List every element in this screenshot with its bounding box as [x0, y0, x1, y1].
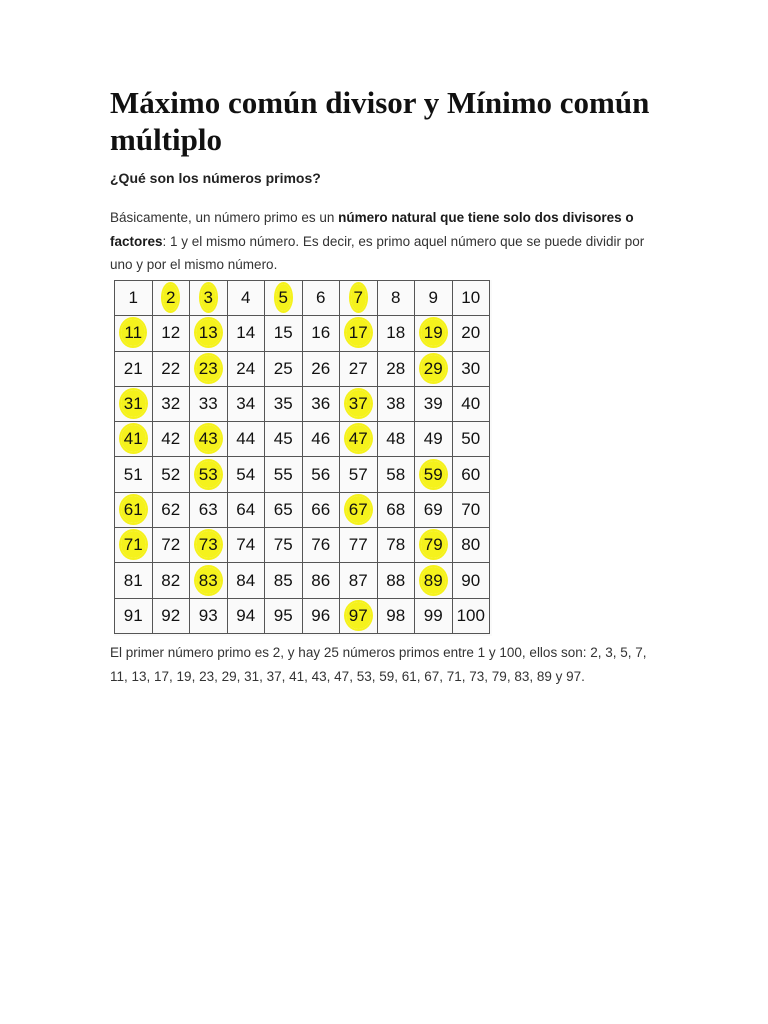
grid-cell-prime: [190, 457, 228, 492]
grid-row: [115, 528, 490, 563]
grid-cell-number: 10: [461, 288, 481, 308]
grid-cell-number: 63: [198, 499, 218, 519]
grid-cell: [377, 422, 415, 457]
grid-cell-number: 18: [386, 323, 406, 343]
grid-row: [115, 598, 490, 633]
grid-cell: [377, 386, 415, 421]
grid-cell-number: 98: [386, 605, 406, 625]
grid-cell-number: 86: [311, 570, 331, 590]
grid-cell-number: 79: [421, 531, 446, 558]
grid-cell-prime: [340, 316, 378, 351]
grid-cell-number: 50: [461, 429, 481, 449]
grid-cell-prime: [190, 316, 228, 351]
grid-cell-prime: [190, 528, 228, 563]
grid-cell-number: 70: [461, 499, 481, 519]
grid-cell: [302, 351, 340, 386]
grid-cell-prime: [115, 422, 153, 457]
grid-cell: [265, 351, 303, 386]
grid-cell: [377, 281, 415, 316]
grid-cell-prime: [415, 563, 453, 598]
grid-cell-prime: [415, 528, 453, 563]
grid-cell: [152, 422, 190, 457]
grid-cell: [227, 351, 265, 386]
section-subheading: ¿Qué son los números primos?: [110, 170, 321, 186]
grid-cell: [415, 386, 453, 421]
grid-cell-prime: [340, 492, 378, 527]
grid-cell-number: 83: [196, 567, 221, 594]
grid-cell: [415, 598, 453, 633]
grid-cell: [227, 422, 265, 457]
grid-cell-prime: [115, 492, 153, 527]
grid-cell-number: 65: [273, 499, 293, 519]
grid-cell-number: 82: [161, 570, 181, 590]
grid-cell-number: 8: [391, 288, 401, 308]
grid-cell-number: 90: [461, 570, 481, 590]
grid-cell-number: 57: [348, 464, 368, 484]
grid-cell: [265, 563, 303, 598]
grid-cell-prime: [415, 457, 453, 492]
grid-cell-number: 36: [311, 394, 331, 414]
grid-cell: [265, 457, 303, 492]
grid-cell-number: 15: [273, 323, 293, 343]
grid-cell: [265, 492, 303, 527]
grid-cell: [152, 598, 190, 633]
grid-cell: [377, 563, 415, 598]
grid-cell: [190, 492, 228, 527]
grid-cell-number: 49: [423, 429, 443, 449]
grid-cell-number: 52: [161, 464, 181, 484]
grid-cell: [302, 316, 340, 351]
grid-cell-number: 13: [196, 319, 221, 346]
grid-cell-number: 67: [346, 496, 371, 523]
grid-cell: [227, 386, 265, 421]
grid-cell: [115, 598, 153, 633]
grid-cell-number: 96: [311, 605, 331, 625]
grid-row: [115, 351, 490, 386]
grid-cell: [265, 598, 303, 633]
grid-row: [115, 563, 490, 598]
grid-cell-prime: [190, 351, 228, 386]
grid-cell-number: 84: [236, 570, 256, 590]
grid-cell: [152, 492, 190, 527]
grid-cell: [227, 598, 265, 633]
grid-cell-number: 29: [421, 355, 446, 382]
grid-cell-number: 40: [461, 394, 481, 414]
grid-cell: [452, 316, 490, 351]
grid-cell: [377, 492, 415, 527]
grid-cell: [227, 281, 265, 316]
grid-cell: [452, 457, 490, 492]
grid-cell-number: 62: [161, 499, 181, 519]
grid-cell: [377, 351, 415, 386]
grid-cell: [265, 528, 303, 563]
grid-cell: [302, 492, 340, 527]
grid-cell-number: 66: [311, 499, 331, 519]
grid-cell-number: 81: [123, 570, 143, 590]
grid-cell: [302, 386, 340, 421]
grid-cell-number: 80: [461, 535, 481, 555]
grid-cell-prime: [265, 281, 303, 316]
grid-cell: [302, 528, 340, 563]
grid-cell: [377, 316, 415, 351]
grid-cell-number: 9: [428, 288, 438, 308]
grid-cell: [415, 492, 453, 527]
grid-cell-number: 53: [196, 461, 221, 488]
grid-cell-prime: [340, 598, 378, 633]
grid-cell: [452, 492, 490, 527]
grid-cell: [452, 528, 490, 563]
grid-cell-prime: [190, 563, 228, 598]
grid-cell-number: 2: [163, 284, 178, 311]
grid-cell: [265, 422, 303, 457]
grid-cell: [302, 563, 340, 598]
grid-cell-number: 92: [161, 605, 181, 625]
grid-cell-prime: [415, 351, 453, 386]
grid-cell-number: 5: [276, 284, 291, 311]
grid-cell-number: 32: [161, 394, 181, 414]
page-title: Máximo común divisor y Mínimo común múltiplo: [110, 85, 650, 157]
grid-cell-number: 33: [198, 394, 218, 414]
grid-cell: [452, 351, 490, 386]
grid-cell-number: 38: [386, 394, 406, 414]
grid-cell-number: 12: [161, 323, 181, 343]
grid-cell-number: 91: [123, 605, 143, 625]
grid-cell: [152, 316, 190, 351]
grid-cell-number: 88: [386, 570, 406, 590]
grid-cell-number: 55: [273, 464, 293, 484]
grid-cell: [227, 457, 265, 492]
grid-cell-number: 94: [236, 605, 256, 625]
grid-cell-number: 37: [346, 390, 371, 417]
grid-cell: [265, 386, 303, 421]
intro-bold-definition: número natural que tiene solo dos divisores o factores: [110, 210, 634, 249]
grid-cell-number: 95: [273, 605, 293, 625]
grid-cell-number: 6: [316, 288, 326, 308]
grid-cell: [377, 457, 415, 492]
grid-cell-number: 93: [198, 605, 218, 625]
grid-cell-number: 31: [121, 390, 146, 417]
grid-cell-number: 1: [128, 288, 138, 308]
grid-cell: [115, 563, 153, 598]
grid-cell-number: 48: [386, 429, 406, 449]
grid-cell: [340, 528, 378, 563]
grid-cell: [152, 528, 190, 563]
grid-cell-number: 77: [348, 535, 368, 555]
intro-text-before: Básicamente, un número primo es un: [110, 210, 339, 225]
grid-cell-number: 59: [421, 461, 446, 488]
prime-number-grid-image: [114, 280, 492, 636]
grid-cell-number: 43: [196, 425, 221, 452]
grid-cell-number: 24: [236, 358, 256, 378]
grid-cell: [452, 386, 490, 421]
grid-cell-number: 39: [423, 394, 443, 414]
grid-row: [115, 316, 490, 351]
grid-cell-number: 74: [236, 535, 256, 555]
grid-cell-number: 64: [236, 499, 256, 519]
grid-cell: [340, 563, 378, 598]
grid-cell-prime: [115, 386, 153, 421]
grid-cell: [377, 598, 415, 633]
grid-cell: [190, 598, 228, 633]
grid-cell-number: 71: [121, 531, 146, 558]
grid-cell-number: 34: [236, 394, 256, 414]
grid-cell-prime: [340, 422, 378, 457]
grid-cell-number: 14: [236, 323, 256, 343]
grid-cell: [415, 281, 453, 316]
grid-cell: [115, 351, 153, 386]
grid-cell-number: 22: [161, 358, 181, 378]
grid-cell-number: 61: [121, 496, 146, 523]
grid-cell-number: 3: [201, 284, 216, 311]
grid-cell-number: 56: [311, 464, 331, 484]
grid-cell-number: 27: [348, 358, 368, 378]
grid-cell-number: 41: [121, 425, 146, 452]
grid-cell-number: 60: [461, 464, 481, 484]
grid-row: [115, 281, 490, 316]
grid-cell-number: 20: [461, 323, 481, 343]
grid-cell-number: 51: [123, 464, 143, 484]
grid-cell: [227, 316, 265, 351]
grid-row: [115, 457, 490, 492]
grid-cell-number: 72: [161, 535, 181, 555]
grid-cell-number: 58: [386, 464, 406, 484]
grid-cell: [452, 422, 490, 457]
grid-cell-prime: [152, 281, 190, 316]
grid-cell: [152, 563, 190, 598]
grid-cell-number: 75: [273, 535, 293, 555]
grid-cell-prime: [190, 281, 228, 316]
grid-cell-number: 87: [348, 570, 368, 590]
grid-cell-number: 17: [346, 319, 371, 346]
grid-cell-prime: [340, 281, 378, 316]
grid-cell-number: 42: [161, 429, 181, 449]
grid-cell-number: 30: [461, 358, 481, 378]
grid-cell-number: 35: [273, 394, 293, 414]
grid-cell-number: 25: [273, 358, 293, 378]
grid-row: [115, 386, 490, 421]
grid-cell-number: 4: [241, 288, 251, 308]
grid-cell-prime: [415, 316, 453, 351]
grid-row: [115, 422, 490, 457]
grid-cell-number: 19: [421, 319, 446, 346]
grid-cell: [302, 422, 340, 457]
grid-cell: [302, 457, 340, 492]
grid-cell-number: 78: [386, 535, 406, 555]
grid-cell: [340, 351, 378, 386]
grid-cell-number: 47: [346, 425, 371, 452]
grid-cell-number: 44: [236, 429, 256, 449]
grid-cell: [265, 316, 303, 351]
grid-cell: [227, 528, 265, 563]
grid-cell-prime: [190, 422, 228, 457]
grid-cell: [115, 281, 153, 316]
grid-cell-number: 23: [196, 355, 221, 382]
grid-cell: [302, 281, 340, 316]
hundred-number-grid: [114, 280, 490, 634]
grid-cell: [227, 563, 265, 598]
grid-cell: [377, 528, 415, 563]
grid-cell-prime: [340, 386, 378, 421]
grid-cell-number: 73: [196, 531, 221, 558]
grid-cell-number: 76: [311, 535, 331, 555]
grid-cell: [152, 457, 190, 492]
grid-cell: [452, 563, 490, 598]
grid-cell: [452, 598, 490, 633]
grid-cell-number: 68: [386, 499, 406, 519]
grid-cell: [340, 457, 378, 492]
grid-cell: [115, 457, 153, 492]
grid-cell-number: 28: [386, 358, 406, 378]
grid-cell-number: 21: [123, 358, 143, 378]
grid-cell-number: 97: [346, 602, 371, 629]
grid-cell-number: 45: [273, 429, 293, 449]
grid-cell: [415, 422, 453, 457]
grid-cell-number: 46: [311, 429, 331, 449]
grid-cell-number: 54: [236, 464, 256, 484]
grid-cell-prime: [115, 528, 153, 563]
grid-cell-number: 16: [311, 323, 331, 343]
grid-cell-number: 7: [351, 284, 366, 311]
grid-cell-number: 100: [456, 605, 485, 625]
grid-cell: [302, 598, 340, 633]
grid-cell: [227, 492, 265, 527]
grid-cell: [190, 386, 228, 421]
intro-paragraph: [110, 206, 662, 277]
grid-cell-prime: [115, 316, 153, 351]
conclusion-paragraph: El primer número primo es 2, y hay 25 números primos entre 1 y 100, ellos son: 2, 3, 5, 7, 11, 13, 17, 19, 23, 29, 31, 37, 41, 43, 47, 53, 59, 61, 67, 71, 73, 79, 83, 89 y 97.: [110, 645, 647, 684]
grid-cell-number: 11: [121, 319, 145, 346]
grid-row: [115, 492, 490, 527]
intro-text-after: : 1 y el mismo número. Es decir, es primo aquel número que se puede dividir por uno y por el mismo número.: [110, 233, 645, 272]
grid-cell-number: 89: [421, 567, 446, 594]
grid-cell: [452, 281, 490, 316]
grid-cell: [152, 351, 190, 386]
grid-cell-number: 99: [423, 605, 443, 625]
grid-cell-number: 69: [423, 499, 443, 519]
grid-cell-number: 85: [273, 570, 293, 590]
grid-cell-number: 26: [311, 358, 331, 378]
grid-cell: [152, 386, 190, 421]
